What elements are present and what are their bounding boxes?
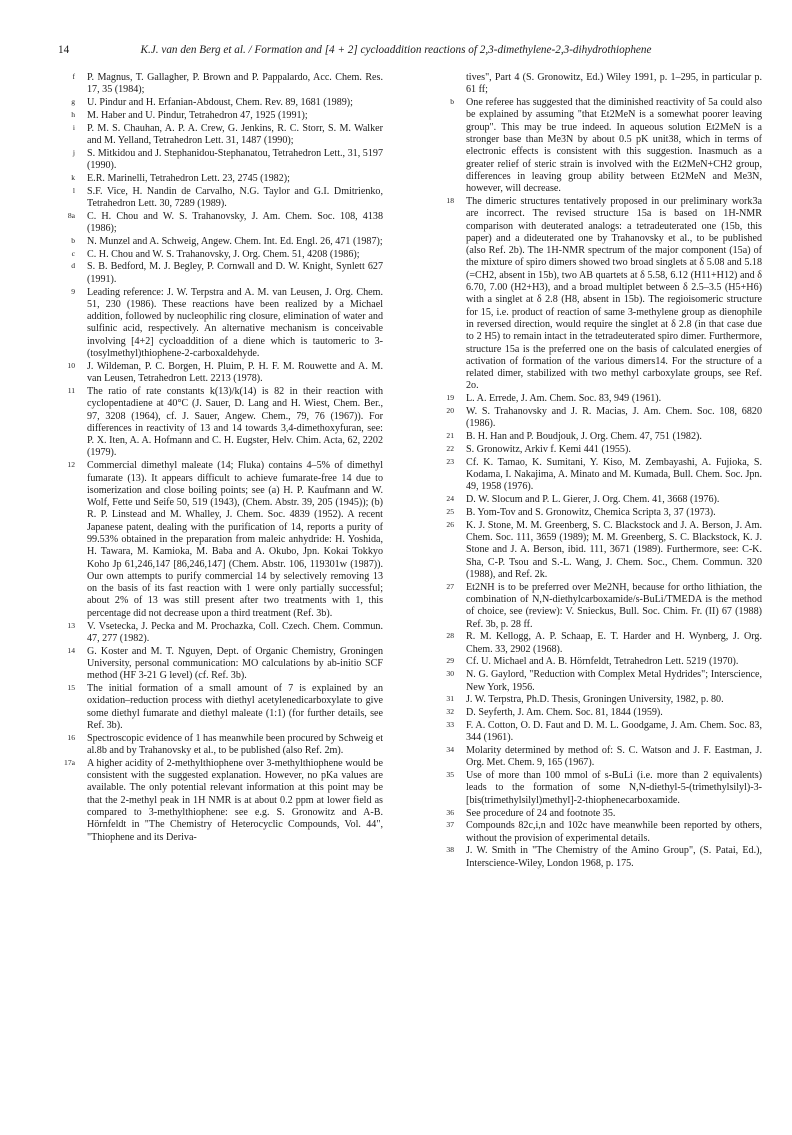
- references-left-column: [61, 72, 383, 844]
- reference-text: D. W. Slocum and P. L. Gierer, J. Org. Chem. 41, 3668 (1976).: [466, 494, 720, 506]
- reference-number: 10: [67, 360, 75, 370]
- reference-item: [440, 770, 762, 807]
- reference-item: [61, 758, 383, 844]
- reference-item: [440, 494, 762, 506]
- reference-item: [440, 431, 762, 443]
- reference-text: Et2NH is to be preferred over Me2NH, because for ortho lithiation, the combination of N,N-diethylcarboxamide/s-BuLi/TMEDA is the method of choice, see (review): V. Snieckus, Bull. Soc. Chim. Fr. (II) 67 (1988) Ref. 3b, p. 28 ff.: [466, 581, 762, 630]
- reference-number: i: [72, 122, 75, 132]
- reference-item: [61, 733, 383, 758]
- reference-number: g: [71, 97, 75, 107]
- reference-text: F. A. Cotton, O. D. Faut and D. M. L. Goodgame, J. Am. Chem. Soc. 83, 344 (1961).: [466, 719, 762, 744]
- reference-number: 18: [446, 195, 454, 205]
- reference-item: [440, 845, 762, 870]
- reference-item: [61, 123, 383, 148]
- reference-number: 9: [71, 286, 75, 296]
- reference-text: R. M. Kellogg, A. P. Schaap, E. T. Harder and H. Wynberg, J. Org. Chem. 33, 2902 (1968).: [466, 631, 762, 655]
- reference-item: [440, 694, 762, 706]
- reference-item: [61, 97, 383, 109]
- reference-text: Commercial dimethyl maleate (14; Fluka) contains 4–5% of dimethyl fumarate (13). It appears difficult to achieve fumarate-free 14 due to isomerization and close boiling points; see (a) H. P. Kaufmann and W. Wolf, Fette und Seife 50, 519 (1943), (Chem. Abstr. 39, 205 (1945)); (b) R. P. Linstead and M. Whalley, J. Chem. Soc. 4839 (1952). A recent Japanese patent, dealing with the purification of 14, reports a purity of 99.53% obtained in the preparation from maleic anhydride: H. Yoshida, H. Tawara, M. Kamioka, M. Baba and A. Okubo, Jpn. Kokai Tokkyo Koho Jp 61,246,147 [86,246,147] (Chem. Abstr. 106, 119301w (1987)). Our own attempts to purify commercial 14 by selectively removing 13 on the basis of its fast reaction with 1 were only partially successful; about 2% of 13 was still present after two treatments with 1, this percentage did not decrease upon a third treatment (Ref. 3b).: [87, 460, 383, 619]
- reference-item: [61, 361, 383, 386]
- reference-number: 27: [446, 581, 454, 591]
- reference-number: 16: [67, 732, 75, 742]
- reference-text: Compounds 82c,i,n and 102c have meanwhile been reported by others, without the provision of experimental details.: [466, 820, 762, 844]
- reference-number: 22: [446, 443, 454, 453]
- reference-item: [440, 631, 762, 656]
- reference-item: [61, 460, 383, 620]
- reference-number: 20: [446, 406, 454, 416]
- reference-text: tives", Part 4 (S. Gronowitz, Ed.) Wiley 1991, p. 1–295, in particular p. 61 ff;: [466, 72, 762, 96]
- reference-text: W. S. Trahanovsky and J. R. Macias, J. Am. Chem. Soc. 108, 6820 (1986).: [466, 406, 762, 430]
- reference-number: b: [71, 235, 75, 245]
- reference-text: S. B. Bedford, M. J. Begley, P. Cornwall and D. W. Knight, Synlett 627 (1991).: [87, 261, 383, 285]
- reference-item: [440, 393, 762, 405]
- reference-text: S. Mitkidou and J. Stephanidou-Stephanatou, Tetrahedron Lett., 31, 5197 (1990).: [87, 147, 383, 172]
- reference-text: One referee has suggested that the diminished reactivity of 5a could also be explained by assuming "that Et2MeN is a somewhat poorer leaving group". This may be true indeed. In aqueous solution Et2MeN is a stronger base than Me3N by about 0.5 pK unit38, which in terms of electronic effects is consistent with this suggestion. Inasmuch as a greater relief of steric strain is involved with the Et2MeN+CH2 group, differences in leaving group ability between Et2MeN and Me3N, however, will decrease.: [466, 97, 762, 195]
- reference-item: [440, 457, 762, 494]
- reference-item: [61, 72, 383, 97]
- reference-text: Molarity determined by method of: S. C. Watson and J. F. Eastman, J. Org. Met. Chem. 9, 165 (1967).: [466, 745, 762, 769]
- reference-number: 31: [446, 694, 454, 704]
- reference-number: 12: [67, 460, 75, 470]
- reference-number: h: [71, 109, 75, 119]
- reference-item: [61, 110, 383, 122]
- reference-number: 15: [67, 683, 75, 693]
- reference-number: 35: [446, 770, 454, 780]
- reference-text: D. Seyferth, J. Am. Chem. Soc. 81, 1844 (1959).: [466, 707, 663, 719]
- reference-text: S. Gronowitz, Arkiv f. Kemi 441 (1955).: [466, 443, 631, 455]
- reference-number: 11: [67, 385, 75, 395]
- reference-item: [61, 173, 383, 185]
- reference-text: L. A. Errede, J. Am. Chem. Soc. 83, 949 (1961).: [466, 393, 662, 405]
- reference-number: 13: [67, 620, 75, 630]
- reference-item: [61, 186, 383, 211]
- reference-item: [61, 249, 383, 261]
- reference-text: U. Pindur and H. Erfanian-Abdoust, Chem. Rev. 89, 1681 (1989);: [87, 97, 353, 109]
- reference-text: Leading reference: J. W. Terpstra and A. M. van Leusen, J. Org. Chem. 51, 230 (1986). These reactions have been realized by a Michael addition, followed by nucleophilic ring closure, elimination of water and sulfinic acid, respectively. An alternative mechanism is conceivable involving [4+2] cycloaddition of a diene which is tautomeric to 3-(tosylmethyl)thiophene-2-carboxaldehyde.: [87, 286, 383, 360]
- reference-number: 34: [446, 745, 454, 755]
- reference-number: 21: [446, 431, 454, 441]
- reference-text: The initial formation of a small amount of 7 is explained by an oxidation–reduction process with diethyl acetylenedicarboxylate to give some diethyl fumarate and diethyl maleate (1:1) (for further details, see Ref. 3b).: [87, 683, 383, 731]
- reference-item: [61, 683, 383, 732]
- reference-item: [440, 196, 762, 393]
- reference-number: 8a: [67, 210, 75, 220]
- reference-text: N. Munzel and A. Schweig, Angew. Chem. Int. Ed. Engl. 26, 471 (1987);: [87, 235, 383, 247]
- reference-text: J. W. Smith in "The Chemistry of the Amino Group", (S. Patai, Ed.), Interscience-Wiley, London 1968, p. 175.: [466, 845, 762, 869]
- reference-number: c: [71, 248, 75, 258]
- reference-item: [440, 808, 762, 820]
- reference-text: Cf. K. Tamao, K. Sumitani, Y. Kiso, M. Zembayashi, A. Fujioka, S. Kodama, I. Nakajima, A. Minato and M. Kumada, Bull. Chem. Soc. Jpn. 49, 1958 (1976).: [466, 456, 762, 493]
- references-right-column: [440, 72, 762, 871]
- reference-number: 28: [446, 631, 454, 641]
- reference-text: Cf. U. Michael and A. B. Hörnfeldt, Tetrahedron Lett. 5219 (1970).: [466, 656, 739, 668]
- reference-text: Spectroscopic evidence of 1 has meanwhile been procured by Schweig et al.8b and by Trahanovsky et al., to be published (also Ref. 2m).: [87, 732, 383, 757]
- reference-item: [440, 507, 762, 519]
- reference-text: G. Koster and M. T. Nguyen, Dept. of Organic Chemistry, Groningen University, personal communication: MO calculations by ab-initio SCF method (HF 3-21 G level) (cf. Ref. 3b).: [87, 645, 383, 682]
- reference-item: [440, 520, 762, 581]
- reference-item: [440, 820, 762, 845]
- reference-number: 19: [446, 393, 454, 403]
- reference-text: Use of more than 100 mmol of s-BuLi (i.e. more than 2 equivalents) leads to the formation of some N,N-diethyl-5-(trimethylsilyl)-3-[bis(trimethylsilyl)methyl]-2-thiophenecarboxamide.: [466, 770, 762, 806]
- reference-text: P. M. S. Chauhan, A. P. A. Crew, G. Jenkins, R. C. Storr, S. M. Walker and M. Yelland, Tetrahedron Lett. 31, 1487 (1990);: [87, 122, 383, 146]
- reference-item: [440, 582, 762, 631]
- reference-text: J. Wildeman, P. C. Borgen, H. Pluim, P. H. F. M. Rouwette and A. M. van Leusen, Tetrahedron Lett. 2213 (1978).: [87, 360, 383, 385]
- reference-item: [440, 745, 762, 770]
- reference-text: S.F. Vice, H. Nandin de Carvalho, N.G. Taylor and G.I. Dmitrienko, Tetrahedron Lett. 30, 7289 (1989).: [87, 185, 383, 209]
- reference-item: [440, 656, 762, 668]
- reference-item: [61, 236, 383, 248]
- reference-number: k: [71, 172, 75, 182]
- reference-item: [61, 211, 383, 236]
- reference-number: 23: [446, 456, 454, 466]
- reference-text: The ratio of rate constants k(13)/k(14) is 82 in their reaction with cyclopentadiene at 40°C (J. Sauer, D. Lang and H. Wiest, Chem. Ber., 97, 3208 (1964), cf. J. Sauer, Angew. Chem., 79, 76 (1967)). For differences in reactivity of 13 and 14 towards 3,4-dimethoxyfuran, see: P. X. Iten, A. A. Hofmann and C. H. Eugster, Helv. Chim. Acta, 62, 2202 (1979).: [87, 385, 383, 459]
- reference-item: [440, 444, 762, 456]
- reference-text: V. Vsetecka, J. Pecka and M. Prochazka, Coll. Czech. Chem. Commun. 47, 277 (1982).: [87, 620, 383, 644]
- reference-text: A higher acidity of 2-methylthiophene over 3-methylthiophene would be consistent with the suggested explanation. However, no pKa values are available. The only potential relevant information at this point may be that the 2-methyl peak in 1H NMR is at about 0.2 ppm at lower field as compared to 3-methylthiophene: see e.g. S. Gronowitz and A-B. Hörnfeldt in "The Chemistry of Heterocyclic Compounds, Vol. 44", "Thiophene and its Deriva-: [87, 757, 383, 843]
- page-number: 14: [58, 44, 70, 56]
- reference-item: [61, 287, 383, 361]
- reference-item: [440, 97, 762, 195]
- reference-item: [61, 621, 383, 646]
- reference-item: [61, 148, 383, 173]
- reference-item: [61, 261, 383, 286]
- reference-item: [61, 646, 383, 683]
- reference-item: [440, 707, 762, 719]
- reference-text: J. W. Terpstra, Ph.D. Thesis, Groningen University, 1982, p. 80.: [466, 694, 724, 706]
- reference-number: 26: [446, 519, 454, 529]
- reference-number: 29: [446, 656, 454, 666]
- reference-number: j: [72, 147, 75, 157]
- reference-text: N. G. Gaylord, "Reduction with Complex Metal Hydrides"; Interscience, New York, 1956.: [466, 669, 762, 693]
- reference-number: d: [71, 261, 75, 271]
- reference-item: [440, 72, 762, 97]
- reference-number: 36: [446, 807, 454, 817]
- reference-number: 17a: [64, 757, 75, 767]
- reference-number: 32: [446, 707, 454, 717]
- reference-item: [440, 669, 762, 694]
- reference-text: C. H. Chou and W. S. Trahanovsky, J. Org. Chem. 51, 4208 (1986);: [87, 248, 360, 260]
- reference-number: b: [450, 97, 454, 107]
- reference-number: 24: [446, 494, 454, 504]
- reference-number: 38: [446, 845, 454, 855]
- reference-text: K. J. Stone, M. M. Greenberg, S. C. Blackstock and J. A. Berson, J. Am. Chem. Soc. 111, 3659 (1989); M. M. Greenberg, S. C. Blackstock, K. J. Stone and J. A. Berson, ibid. 111, 3671 (1989). Furthermore, see: C-K. Sha, C-P. Tsou and S.-L. Wang, J. Chem. Soc., Chem. Commun. 320 (1988), and Ref. 2k.: [466, 519, 762, 580]
- reference-item: [61, 386, 383, 460]
- reference-number: 30: [446, 669, 454, 679]
- reference-text: M. Haber and U. Pindur, Tetrahedron 47, 1925 (1991);: [87, 109, 308, 121]
- reference-item: [440, 720, 762, 745]
- running-head: K.J. van den Berg et al. / Formation and [4 + 2] cycloaddition reactions of 2,3-dimethylene-2,3-dihydrothiophene: [140, 44, 652, 56]
- reference-number: 25: [446, 506, 454, 516]
- reference-item: [440, 406, 762, 431]
- reference-number: 33: [446, 719, 454, 729]
- reference-text: P. Magnus, T. Gallagher, P. Brown and P. Pappalardo, Acc. Chem. Res. 17, 35 (1984);: [87, 72, 383, 96]
- reference-text: See procedure of 24 and footnote 35.: [466, 807, 616, 819]
- reference-number: l: [72, 185, 75, 195]
- reference-text: The dimeric structures tentatively proposed in our preliminary work3a are incorrect. The revised structure 15a is based on 1H-NMR comparison with deuterated analogs: a tetradeuterated one (15b, this paper) and a dideuterated one by Trahanovsky et al., to be published (also Ref. 2b). The 1H-NMR spectrum of the major component (15a) of the mixture of spiro dimers showed two broad singlets at δ 5.08 and 5.18 (=CH2, absent in 15b), two AB quartets at δ 5.58, 6.12 (H11+H12) and δ 6.70, 7.00 (H2+H3), and a broad multiplet between δ 2.5–3.5 (H5+H6) with a singlet at δ 2.8 (H8, absent in 15b). The regioisomeric structure for 15, i.e. product of reaction of same 3-methylene group as dienophile in reversed direction, would require the singlet at δ 2.8 (in that case due to 2 H5) to remain intact in the tetradeuterated spiro dimer. Furthermore, structure 15a is the preferred one on the basis of calculated energies of activation of formation of the various dimers14. For the structure of a related dimer, stabilized with two methyl carboxylate groups, see Ref. 2o.: [466, 195, 762, 392]
- reference-number: f: [72, 72, 75, 81]
- page-header: [58, 44, 734, 64]
- reference-number: 37: [446, 820, 454, 830]
- reference-text: C. H. Chou and W. S. Trahanovsky, J. Am. Chem. Soc. 108, 4138 (1986);: [87, 210, 383, 235]
- reference-number: 14: [67, 645, 75, 655]
- reference-text: E.R. Marinelli, Tetrahedron Lett. 23, 2745 (1982);: [87, 172, 290, 184]
- reference-text: B. Yom-Tov and S. Gronowitz, Chemica Scripta 3, 37 (1973).: [466, 506, 716, 518]
- reference-text: B. H. Han and P. Boudjouk, J. Org. Chem. 47, 751 (1982).: [466, 431, 702, 443]
